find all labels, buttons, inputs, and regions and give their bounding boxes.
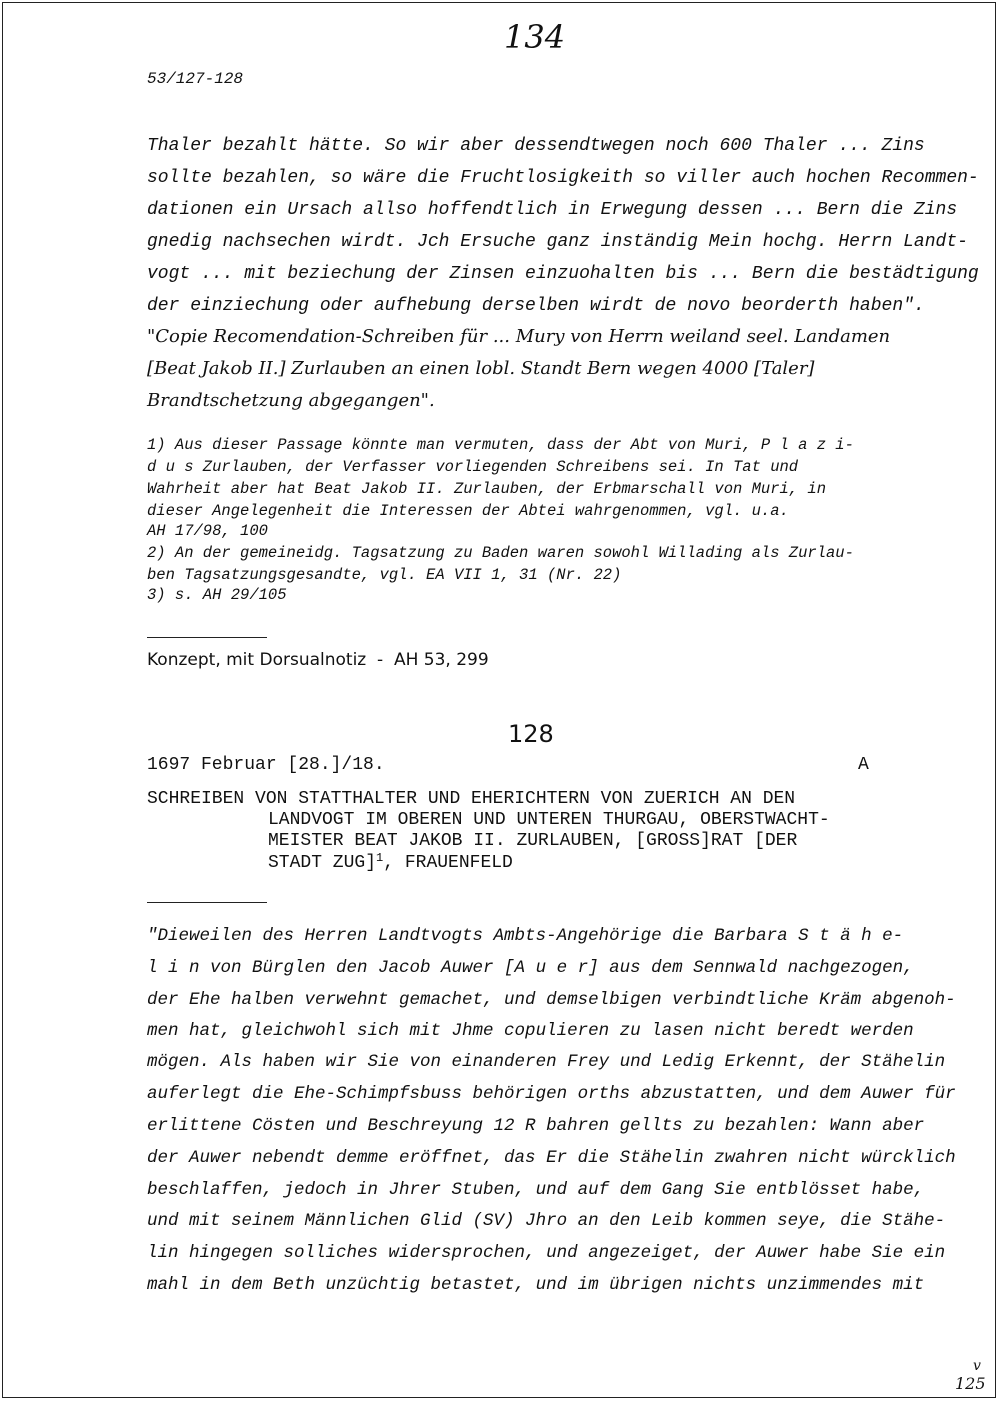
corner-check-mark: v [973, 1358, 981, 1374]
heading-line: LANDVOGT IM OBEREN UND UNTEREN THURGAU, OBERSTWACHT- [268, 810, 830, 830]
body-line: men hat, gleichwohl sich mit Jhme copulieren zu lasen nicht beredt werden [147, 1021, 914, 1041]
body-line: beschlaffen, jedoch in Jhrer Stuben, und auf dem Gang Sie entblösset habe, [147, 1180, 925, 1200]
source-divider [147, 637, 267, 638]
body-line: lin hingegen solliches widersprochen, und angezeiget, der Auwer habe Sie ein [147, 1243, 946, 1263]
document-number: 128 [508, 720, 554, 748]
heading-divider [147, 902, 267, 903]
footnote-line: Wahrheit aber hat Beat Jakob II. Zurlauben, der Erbmarschall von Muri, in [147, 480, 827, 498]
footnote-line: ben Tagsatzungsgesandte, vgl. EA VII 1, 31 (Nr. 22) [147, 566, 622, 584]
source-note: Konzept, mit Dorsualnotiz - AH 53, 299 [147, 650, 489, 670]
body-line: "Dieweilen des Herren Landtvogts Ambts-Angehörige die Barbara S t ä h e- [147, 926, 904, 946]
footnote-line: dieser Angelegenheit die Interessen der Abtei wahrgenommen, vgl. u.a. [147, 502, 789, 520]
document-reference: 53/127-128 [147, 70, 244, 88]
letter-line: sollte bezahlen, so wäre die Fruchtlosigkeith so viller auch hochen Recommen- [147, 168, 979, 188]
footnote-line: d u s Zurlauben, der Verfasser vorliegenden Schreibens sei. In Tat und [147, 458, 799, 476]
heading-footnote-mark: 1 [376, 851, 384, 865]
footnote-line: 2) An der gemeineidg. Tagsatzung zu Baden waren sowohl Willading als Zurlau- [147, 544, 854, 562]
corner-page-mark: 125 [955, 1374, 986, 1393]
letter-line: Thaler bezahlt hätte. So wir aber dessendtwegen noch 600 Thaler ... Zins [147, 136, 925, 156]
document-marker: A [858, 755, 869, 775]
letter-line: gnedig nachsechen wirdt. Jch Ersuche ganz inständig Mein hochg. Herrn Landt- [147, 232, 968, 252]
body-line: der Auwer nebendt demme eröffnet, das Er die Stähelin zwahren nicht würcklich [147, 1148, 956, 1168]
body-line: mahl in dem Beth unzüchtig betastet, und im übrigen nichts unzimmendes mit [147, 1275, 925, 1295]
letter-line: dationen ein Ursach allso hoffendtlich in Erwegung dessen ... Bern die Zins [147, 200, 958, 220]
letter-line: vogt ... mit beziechung der Zinsen einzuohalten bis ... Bern die bestädtigung [147, 264, 979, 284]
dorsal-line: [Beat Jakob II.] Zurlauben an einen lobl. Standt Bern wegen 4000 [Taler] [147, 358, 815, 379]
letter-line: der einziechung oder aufhebung derselben wirdt de novo beorderth haben". [147, 296, 925, 316]
dorsal-line: Brandtschetzung abgegangen". [147, 390, 435, 411]
heading-line-text: STADT ZUG] [268, 853, 377, 873]
body-line: erlittene Cösten und Beschreyung 12 R bahren gellts zu bezahlen: Wann aber [147, 1116, 925, 1136]
body-line: auferlegt die Ehe-Schimpfsbuss behörigen orths abzustatten, und dem Auwer für [147, 1084, 956, 1104]
footnote-line: AH 17/98, 100 [147, 522, 268, 540]
handwritten-page-number: 134 [504, 18, 566, 56]
dorsal-line: "Copie Recomendation-Schreiben für ... Mury von Herrn weiland seel. Landamen [147, 326, 891, 347]
body-line: l i n von Bürglen den Jacob Auwer [A u e r] aus dem Sennwald nachgezogen, [147, 958, 914, 978]
heading-line-suffix: , FRAUENFELD [383, 853, 513, 873]
heading-line: MEISTER BEAT JAKOB II. ZURLAUBEN, [GROSS]RAT [DER [268, 831, 798, 851]
document-date: 1697 Februar [28.]/18. [147, 755, 385, 775]
heading-line [268, 853, 513, 873]
footnote-line: 1) Aus dieser Passage könnte man vermuten, dass der Abt von Muri, P l a z i- [147, 436, 854, 454]
body-line: und mit seinem Männlichen Glid (SV) Jhro an den Leib kommen seye, die Stähe- [147, 1211, 946, 1231]
body-line: der Ehe halben verwehnt gemachet, und demselbigen verbindtliche Kräm abgenoh- [147, 990, 956, 1010]
footnote-line: 3) s. AH 29/105 [147, 586, 287, 604]
heading-line: SCHREIBEN VON STATTHALTER UND EHERICHTERN VON ZUERICH AN DEN [147, 789, 796, 809]
body-line: mögen. Als haben wir Sie von einanderen Frey und Ledig Erkennt, der Stähelin [147, 1052, 946, 1072]
